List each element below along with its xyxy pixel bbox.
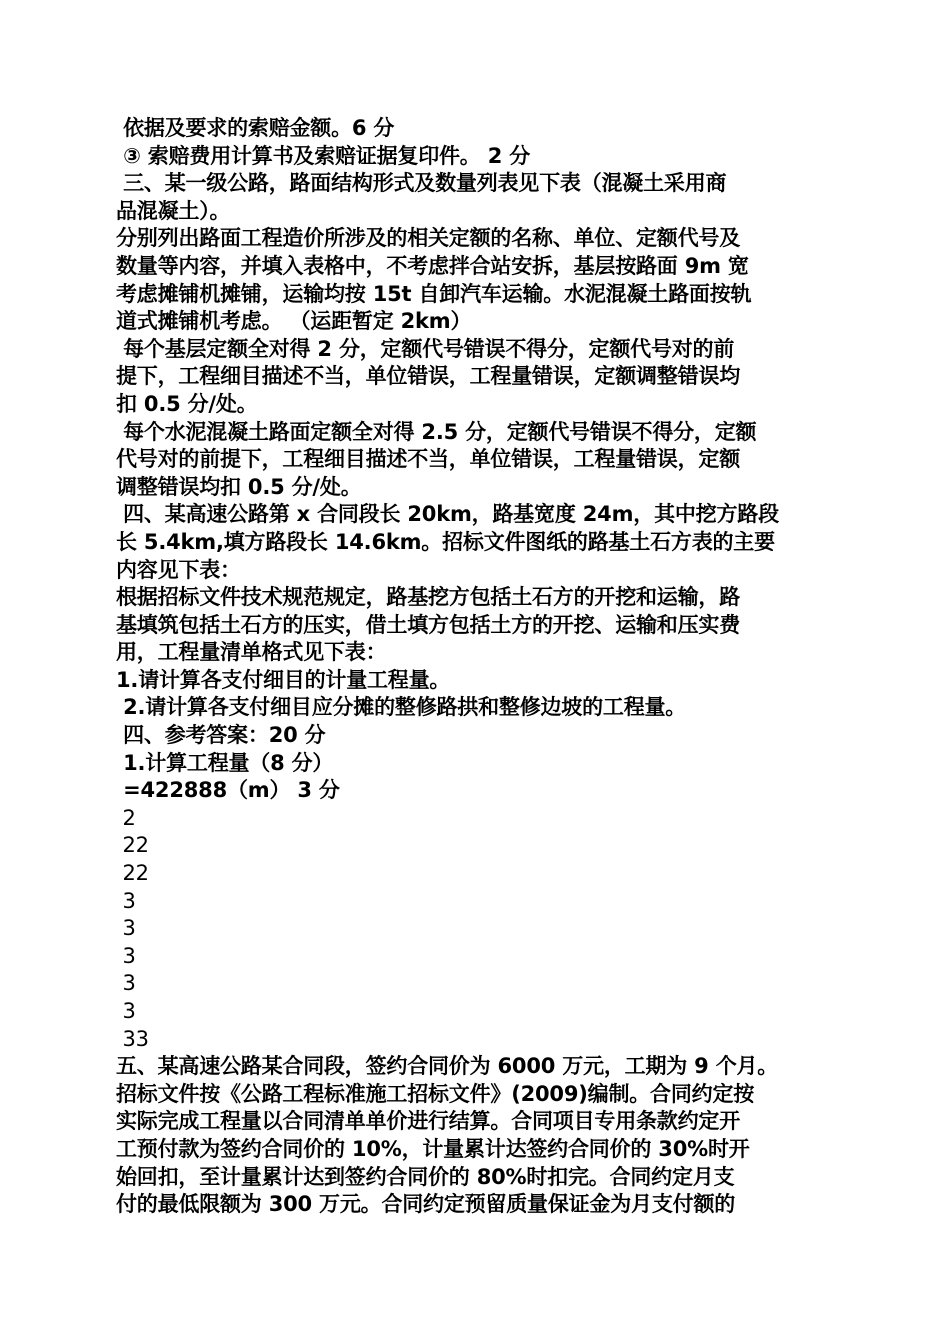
text-line: 四、参考答案：20 分: [116, 723, 326, 748]
text-line: 3: [116, 943, 136, 968]
text-line: 提下，工程细目描述不当，单位错误，工程量错误，定额调整错误均: [116, 364, 740, 389]
text-line: =422888（m） 3 分: [116, 778, 340, 803]
text-line: 扣 0.5 分/处。: [116, 391, 258, 416]
text-line: 每个基层定额全对得 2 分，定额代号错误不得分，定额代号对的前: [116, 336, 735, 361]
text-line: 始回扣，至计量累计达到签约合同价的 80%时扣完。合同约定月支: [116, 1164, 735, 1189]
text-line: 分别列出路面工程造价所涉及的相关定额的名称、单位、定额代号及: [116, 226, 740, 251]
text-line: 3: [116, 971, 136, 996]
text-line: 2: [116, 805, 136, 830]
text-line: 考虑摊铺机摊铺，运输均按 15t 自卸汽车运输。水泥混凝土路面按轨: [116, 281, 752, 306]
text-line: ③ 索赔费用计算书及索赔证据复印件。 2 分: [116, 143, 531, 168]
text-line: 依据及要求的索赔金额。6 分: [116, 116, 395, 140]
text-line: 22: [116, 861, 149, 886]
text-line: 三、某一级公路，路面结构形式及数量列表见下表（混凝土采用商: [116, 171, 727, 196]
text-line: 每个水泥混凝土路面定额全对得 2.5 分，定额代号错误不得分，定额: [116, 419, 757, 444]
text-line: 33: [116, 1026, 149, 1051]
text-line: 调整错误均扣 0.5 分/处。: [116, 474, 362, 499]
text-line: 品混凝土）。: [116, 198, 231, 223]
text-line: 付的最低限额为 300 万元。合同约定预留质量保证金为月支付额的: [116, 1192, 736, 1217]
text-line: 数量等内容，并填入表格中，不考虑拌合站安拆，基层按路面 9m 宽: [116, 253, 749, 278]
text-line: 2.请计算各支付细目应分摊的整修路拱和整修边坡的工程量。: [116, 695, 687, 720]
text-line: 工预付款为签约合同价的 10%，计量累计达签约合同价的 30%时开: [116, 1136, 750, 1161]
text-line: 基填筑包括土石方的压实，借土填方包括土方的开挖、运输和压实费: [116, 612, 740, 637]
text-line: 3: [116, 999, 136, 1023]
text-line: 3: [116, 888, 136, 913]
text-line: 实际完成工程量以合同清单单价进行结算。合同项目专用条款约定开: [116, 1109, 740, 1134]
document-body: [116, 115, 838, 1219]
text-line: 五、某高速公路某合同段，签约合同价为 6000 万元，工期为 9 个月。: [116, 1054, 779, 1079]
text-line: 道式摊铺机考虑。 （运距暂定 2km）: [116, 309, 472, 334]
text-line: 用，工程量清单格式见下表：: [116, 640, 387, 665]
text-line: 内容见下表：: [116, 557, 241, 582]
text-line: 四、某高速公路第 x 合同段长 20km，路基宽度 24m，其中挖方路段: [116, 502, 779, 527]
text-line: 招标文件按《公路工程标准施工招标文件》(2009)编制。合同约定按: [116, 1081, 755, 1106]
text-line: 根据招标文件技术规范规定，路基挖方包括土石方的开挖和运输，路: [116, 585, 740, 610]
text-line: 3: [116, 916, 136, 941]
text-line: 22: [116, 833, 149, 858]
text-line: 长 5.4km,填方路段长 14.6km。招标文件图纸的路基土石方表的主要: [116, 529, 775, 554]
text-line: 代号对的前提下，工程细目描述不当，单位错误，工程量错误，定额: [116, 447, 740, 472]
text-line: 1.请计算各支付细目的计量工程量。: [116, 667, 451, 692]
text-line: 1.计算工程量（8 分）: [116, 750, 334, 775]
